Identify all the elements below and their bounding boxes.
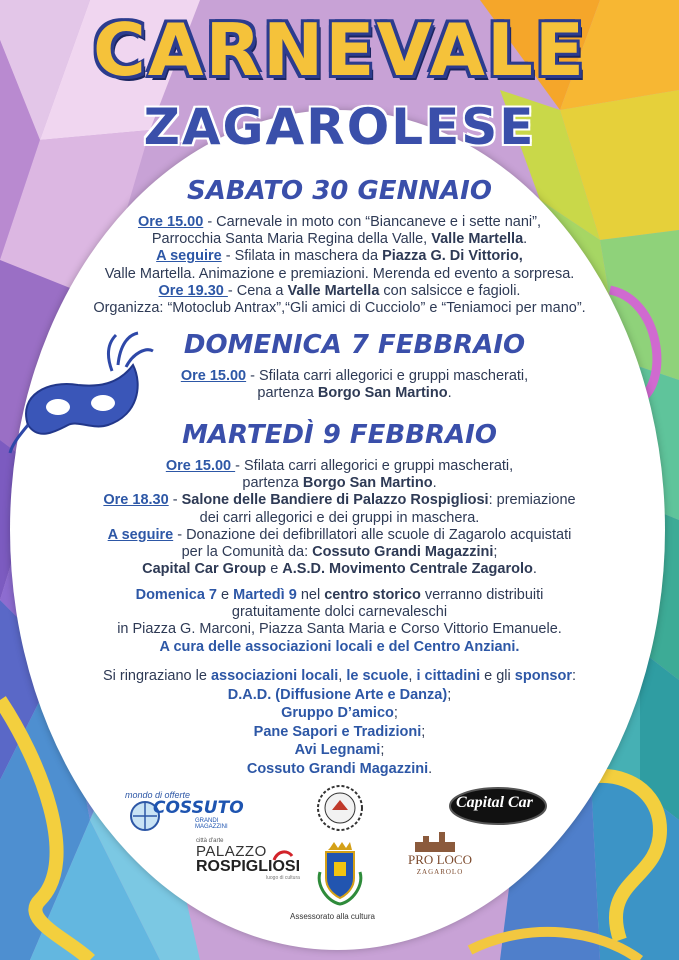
time-label: A seguire [107, 526, 174, 543]
event-title: CARNEVALE [92, 8, 587, 92]
palazzo-rospigliosi-logo: città d'arte PALAZZO ROSPIGLIOSI luogo di cultura [196, 838, 301, 881]
thanks-section: Si ringraziano le associazioni locali, le scuole, i cittadini e gli sponsor: D.A.D. (Diffusione Arte e Danza); Gruppo D’amico; Pane Sapori e Tradizioni; Avi Legnami; Cossuto Grandi Magazzini. [102, 668, 577, 777]
martedi-program: Ore 15.00 - Sfilata carri allegorici e gruppi mascherati, partenza Borgo San Martino. Ore 18.30 - Salone delle Bandiere di Palazzo Rospigliosi: premiazione dei carri allegorici e dei gruppi in maschera. A seguire - Donazione dei defibrillatori alle scuole di Zagarolo acquistati per la Comunità da: Cossuto Grandi Magazzini; Capital Car Group e A.S.D. Movimento Centrale Zagarolo. [103, 458, 576, 578]
assessorato-caption: Assessorato alla cultura [290, 912, 375, 921]
time-label: Ore 15.00 [180, 368, 247, 384]
time-label: Ore 19.30 [158, 282, 228, 299]
time-label: Ore 15.00 [137, 214, 204, 230]
cossuto-logo: mondo di offerte COSSUTO GRANDI MAGAZZINI [125, 790, 244, 830]
centro-storico-note: Domenica 7 e Martedì 9 nel centro storico verranno distribuiti gratuitamente dolci carnevaleschi in Piazza G. Marconi, Piazza Santa Maria e Corso Vittorio Emanuele. A cura delle associazioni locali e del Centro Anziani. [117, 587, 562, 655]
day-heading-sabato: SABATO 30 GENNAIO [187, 176, 492, 206]
domenica-program: Ore 15.00 - Sfilata carri allegorici e gruppi mascherati, partenza Borgo San Martino. [180, 368, 529, 402]
sabato-program: Ore 15.00 - Carnevale in moto con “Biancaneve e i sette nani”, Parrocchia Santa Maria Regina della Valle, Valle Martella. A seguire - Sfilata in maschera da Piazza G. Di Vittorio, Valle Martella. Animazione e premiazioni. Merenda ed evento a sorpresa. Ore 19.30 - Cena a Valle Martella con salsicce e fagioli. Organizza: “Motoclub Antrax”,“Gli amici di Cucciolo” e “Teniamoci per mano”. [93, 214, 586, 317]
time-label: Ore 15.00 [165, 458, 236, 474]
event-subtitle: ZAGAROLESE [143, 98, 536, 156]
time-label: Ore 18.30 [103, 492, 169, 509]
movimento-centrale-logo [316, 784, 364, 832]
capital-car-logo: Capital Car [448, 786, 548, 826]
day-heading-martedi: MARTEDÌ 9 FEBBRAIO [182, 420, 497, 450]
zagarolo-coat-of-arms-icon [312, 842, 368, 908]
pro-loco-logo: PRO LOCO ZAGAROLO [395, 830, 485, 882]
day-heading-domenica: DOMENICA 7 FEBBRAIO [183, 330, 526, 360]
time-label: A seguire [156, 248, 222, 265]
